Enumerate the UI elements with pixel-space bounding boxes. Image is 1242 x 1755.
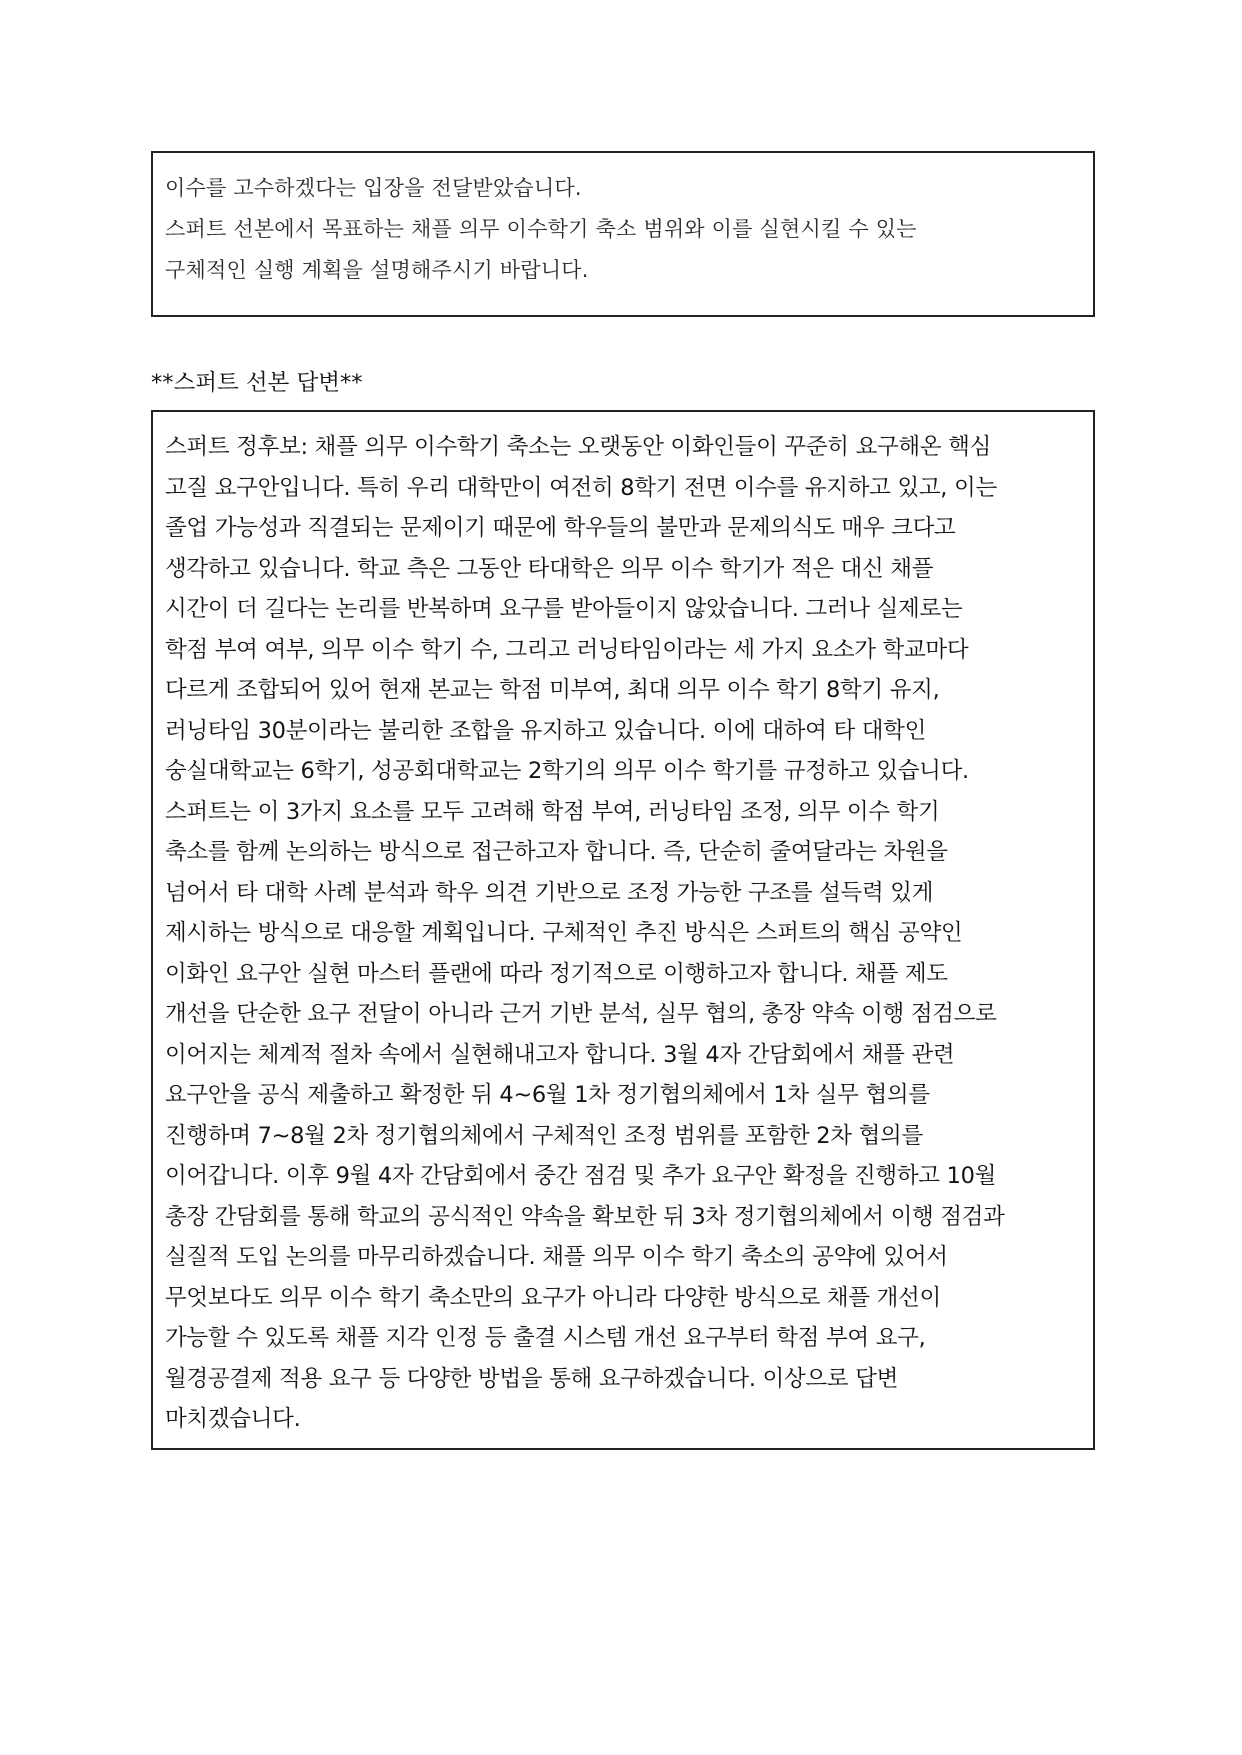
question-line: 이수를 고수하겠다는 입장을 전달받았습니다. [165,176,582,200]
answer-line: 이화인 요구안 실현 마스터 플랜에 따라 정기적으로 이행하고자 합니다. 채플 제도 [165,960,948,987]
answer-line: 졸업 가능성과 직결되는 문제이기 때문에 학우들의 불만과 문제의식도 매우 크다고 [165,515,956,541]
answer-line: 고질 요구안입니다. 특히 우리 대학만이 여전히 8학기 전면 이수를 유지하고 있고, 이는 [165,474,997,501]
answer-line: 이어갑니다. 이후 9월 4자 간담회에서 중간 점검 및 추가 요구안 확정을 진행하고 10월 [165,1163,997,1189]
answer-line: 시간이 더 길다는 논리를 반복하며 요구를 받아들이지 않았습니다. 그러나 실제로는 [165,596,963,622]
answer-heading: **스퍼트 선본 답변** [151,370,363,396]
answer-line: 월경공결제 적용 요구 등 다양한 방법을 통해 요구하겠습니다. 이상으로 답변 [165,1365,899,1392]
answer-line: 개선을 단순한 요구 전달이 아니라 근거 기반 분석, 실무 협의, 총장 약속 이행 점검으로 [165,1001,997,1027]
answer-box [151,410,1095,1450]
answer-line: 생각하고 있습니다. 학교 측은 그동안 타대학은 의무 이수 학기가 적은 대신 채플 [165,555,934,582]
question-line: 스퍼트 선본에서 목표하는 채플 의무 이수학기 축소 범위와 이를 실현시킬 수 있는 [165,217,917,241]
answer-line: 축소를 함께 논의하는 방식으로 접근하고자 합니다. 즉, 단순히 줄여달라는 차원을 [165,839,948,865]
answer-line: 제시하는 방식으로 대응할 계획입니다. 구체적인 추진 방식은 스퍼트의 핵심 공약인 [165,920,963,946]
answer-line: 러닝타임 30분이라는 불리한 조합을 유지하고 있습니다. 이에 대하여 타 대학인 [165,717,927,744]
question-line: 구체적인 실행 계획을 설명해주시기 바랍니다. [165,258,589,282]
answer-line: 숭실대학교는 6학기, 성공회대학교는 2학기의 의무 이수 학기를 규정하고 있습니다. [165,758,969,784]
answer-line: 실질적 도입 논의를 마무리하겠습니다. 채플 의무 이수 학기 축소의 공약에 있어서 [165,1244,948,1270]
answer-line: 스퍼트는 이 3가지 요소를 모두 고려해 학점 부여, 러닝타임 조정, 의무 이수 학기 [165,798,940,825]
answer-line: 총장 간담회를 통해 학교의 공식적인 약속을 확보한 뒤 3차 정기협의체에서 이행 점검과 [165,1203,1005,1230]
answer-line: 진행하며 7~8월 2차 정기협의체에서 구체적인 조정 범위를 포함한 2차 협의를 [165,1122,923,1149]
answer-line: 스퍼트 정후보: 채플 의무 이수학기 축소는 오랫동안 이화인들이 꾸준히 요구해온 핵심 [165,434,992,460]
answer-line: 무엇보다도 의무 이수 학기 축소만의 요구가 아니라 다양한 방식으로 채플 개선이 [165,1284,941,1311]
answer-line: 이어지는 체계적 절차 속에서 실현해내고자 합니다. 3월 4자 간담회에서 채플 관련 [165,1041,955,1068]
answer-line: 가능할 수 있도록 채플 지각 인정 등 출결 시스템 개선 요구부터 학점 부여 요구, [165,1325,926,1351]
answer-line: 넘어서 타 대학 사례 분석과 학우 의견 기반으로 조정 가능한 구조를 설득력 있게 [165,879,934,906]
answer-line: 요구안을 공식 제출하고 확정한 뒤 4~6월 1차 정기협의체에서 1차 실무 협의를 [165,1082,930,1108]
answer-line: 마치겠습니다. [165,1406,301,1432]
answer-line: 학점 부여 여부, 의무 이수 학기 수, 그리고 러닝타임이라는 세 가지 요소가 학교마다 [165,636,969,663]
question-box [151,151,1095,317]
answer-line: 다르게 조합되어 있어 현재 본교는 학점 미부여, 최대 의무 이수 학기 8학기 유지, [165,677,940,703]
